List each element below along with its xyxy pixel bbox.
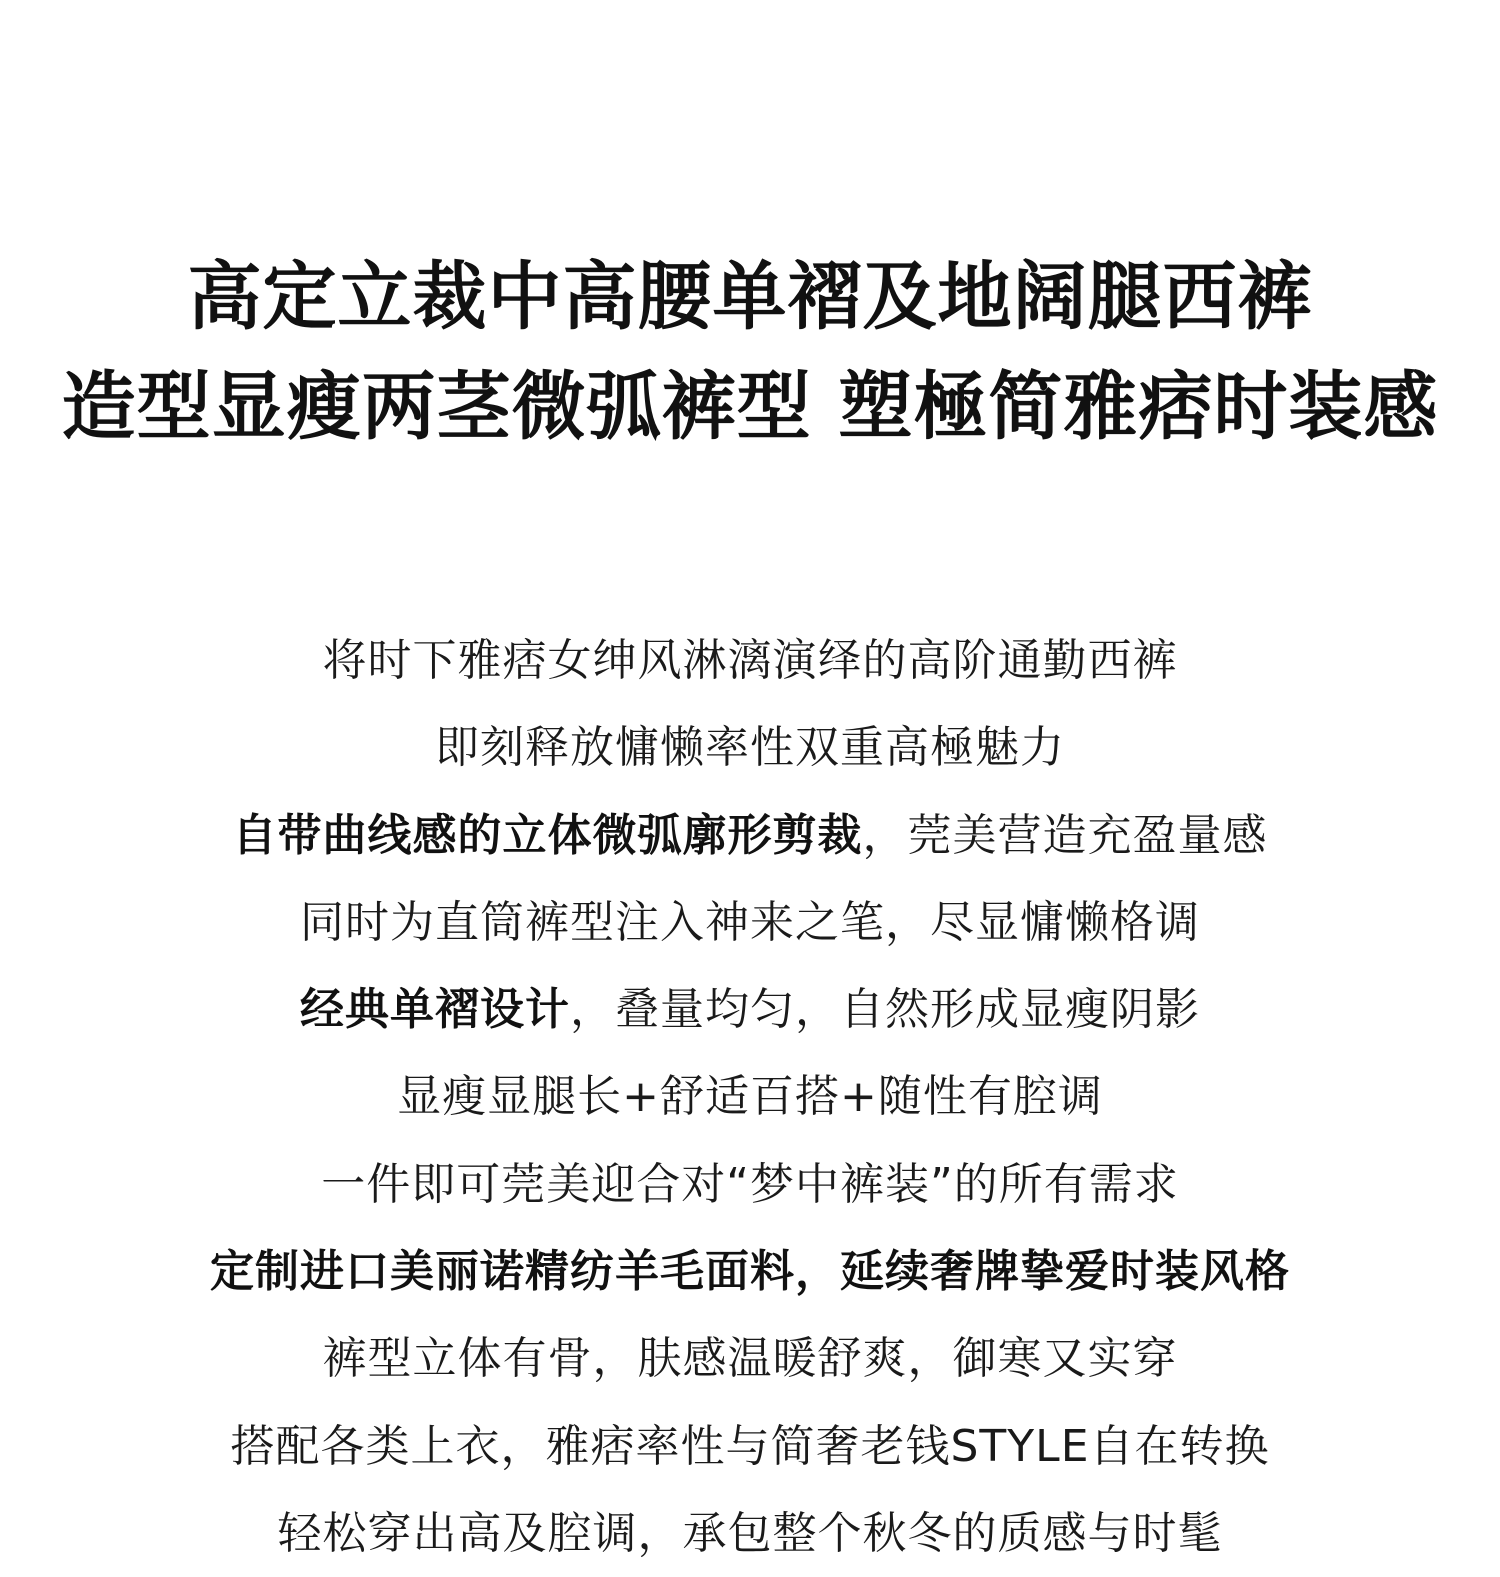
description-line xyxy=(0,1228,1500,1315)
description-line xyxy=(0,792,1500,879)
headline-line-2: 造型显瘦两茎微弧裤型 塑極简雅痞时装感 xyxy=(61,364,1439,450)
description-regular-text: ，叠量均匀，自然形成显瘦阴影 xyxy=(570,984,1200,1036)
description-bold-text: 定制进口美丽诺精纺羊毛面料，延续奢牌挚爱时装风格 xyxy=(210,1246,1290,1298)
description-line xyxy=(0,1053,1500,1140)
description-regular-text: 一件即可莞美迎合对“梦中裤装”的所有需求 xyxy=(321,1158,1179,1210)
description-regular-text: 同时为直筒裤型注入神来之笔，尽显慵懒格调 xyxy=(300,896,1200,948)
description-line xyxy=(0,1315,1500,1402)
description-regular-text: 显瘦显腿长+舒适百搭+随性有腔调 xyxy=(397,1071,1103,1123)
description-regular-text: 即刻释放慵懒率性双重高極魅力 xyxy=(435,722,1065,774)
description-line xyxy=(0,879,1500,966)
description-regular-text: 将时下雅痞女绅风淋漓演绎的高阶通勤西裤 xyxy=(322,635,1178,686)
product-headline xyxy=(0,242,1500,462)
headline-line-1: 高定立裁中高腰单褶及地阔腿西裤 xyxy=(187,254,1313,340)
description-regular-text: 轻松穿出高及腔调，承包整个秋冬的质感与时髦 xyxy=(277,1507,1223,1559)
description-line xyxy=(0,1403,1500,1490)
description-bold-text: 经典单褶设计 xyxy=(300,984,570,1036)
description-line xyxy=(0,966,1500,1053)
product-description xyxy=(0,617,1500,1577)
description-line xyxy=(0,1490,1500,1577)
description-line xyxy=(0,704,1500,791)
description-regular-text: 搭配各类上衣，雅痞率性与简奢老钱STYLE自在转换 xyxy=(230,1420,1270,1472)
description-regular-text: ，莞美营造充盈量感 xyxy=(862,809,1268,861)
description-regular-text: 裤型立体有骨，肤感温暖舒爽，御寒又实穿 xyxy=(322,1333,1178,1385)
description-bold-text: 自带曲线感的立体微弧廓形剪裁 xyxy=(232,809,863,861)
description-line xyxy=(0,617,1500,704)
description-line xyxy=(0,1141,1500,1228)
